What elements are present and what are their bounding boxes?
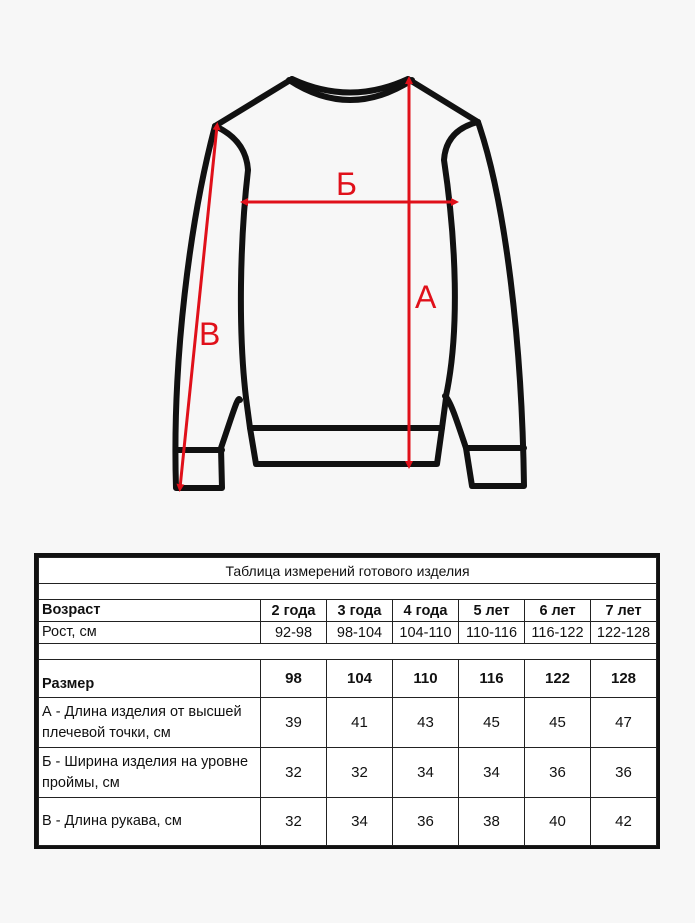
- measure-v-cell: 40: [525, 798, 591, 846]
- measure-a-cell: 43: [393, 698, 459, 748]
- sweater-outline: [175, 79, 524, 488]
- measure-v-cell: 42: [591, 798, 657, 846]
- height-cell: 122-128: [591, 622, 657, 644]
- measure-v-label: В: [199, 316, 221, 352]
- age-row-label: Возраст: [39, 600, 261, 622]
- size-cell: 104: [327, 660, 393, 698]
- measure-b-cell: 34: [459, 748, 525, 798]
- measure-v-row-label: В - Длина рукава, см: [39, 798, 261, 846]
- measure-a-row-label: А - Длина изделия от высшей плечевой точки, см: [39, 698, 261, 748]
- measure-v-cell: 34: [327, 798, 393, 846]
- size-cell: 122: [525, 660, 591, 698]
- age-cell: 3 года: [327, 600, 393, 622]
- measure-v-cell: 36: [393, 798, 459, 846]
- age-cell: 7 лет: [591, 600, 657, 622]
- size-cell: 128: [591, 660, 657, 698]
- measure-b-cell: 36: [525, 748, 591, 798]
- measure-b-cell: 32: [261, 748, 327, 798]
- height-cell: 110-116: [459, 622, 525, 644]
- table-spacer: [39, 584, 657, 600]
- measure-b-label: Б: [336, 166, 357, 202]
- table-title: Таблица измерений готового изделия: [39, 558, 657, 584]
- measure-a-cell: 41: [327, 698, 393, 748]
- age-cell: 2 года: [261, 600, 327, 622]
- size-table-container: [34, 553, 660, 849]
- height-row-label: Рост, см: [39, 622, 261, 644]
- height-cell: 98-104: [327, 622, 393, 644]
- measure-a-cell: 47: [591, 698, 657, 748]
- height-cell: 116-122: [525, 622, 591, 644]
- age-cell: 5 лет: [459, 600, 525, 622]
- height-cell: 104-110: [393, 622, 459, 644]
- size-cell: 98: [261, 660, 327, 698]
- measure-v-cell: 38: [459, 798, 525, 846]
- size-cell: 110: [393, 660, 459, 698]
- measure-a-cell: 45: [525, 698, 591, 748]
- measure-a-cell: 45: [459, 698, 525, 748]
- measure-b-cell: 36: [591, 748, 657, 798]
- measure-b-row-label: Б - Ширина изделия на уровне проймы, см: [39, 748, 261, 798]
- measure-b-cell: 34: [393, 748, 459, 798]
- size-cell: 116: [459, 660, 525, 698]
- measure-a-cell: 39: [261, 698, 327, 748]
- age-cell: 4 года: [393, 600, 459, 622]
- measure-v-cell: 32: [261, 798, 327, 846]
- size-table: [38, 557, 657, 846]
- size-row-label: Размер: [39, 660, 261, 698]
- age-cell: 6 лет: [525, 600, 591, 622]
- height-cell: 92-98: [261, 622, 327, 644]
- measure-a-label: А: [415, 279, 437, 315]
- measure-b-cell: 32: [327, 748, 393, 798]
- table-spacer: [39, 644, 657, 660]
